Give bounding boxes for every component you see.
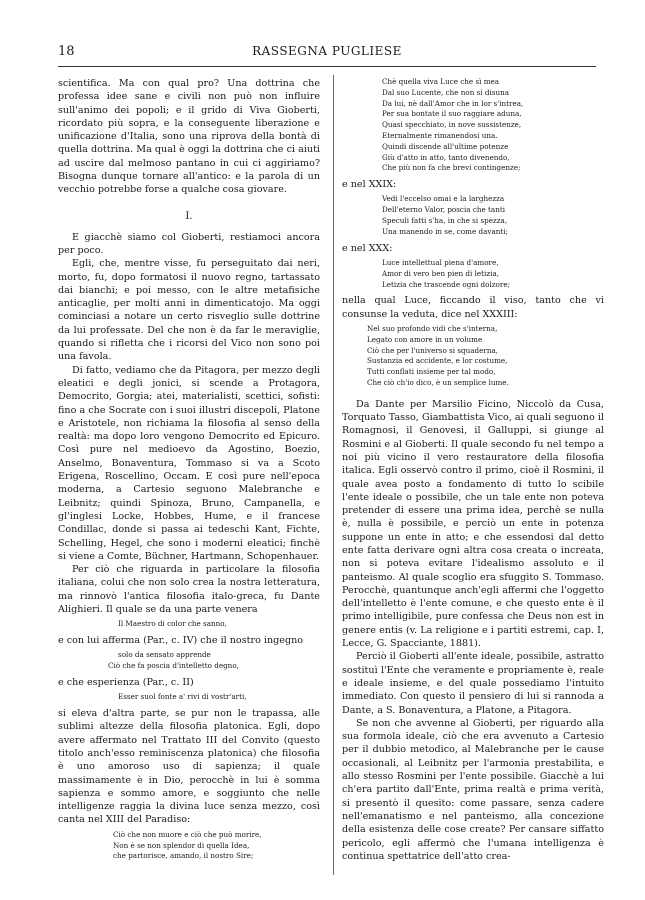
verse-quote [342, 258, 604, 290]
section-heading: I. [185, 210, 193, 222]
verse-line: Esser suol fonte a' rivi di vostr'arti, [118, 692, 247, 702]
paragraph: Da Dante per Marsilio Ficino, Niccolò da Cusa, Torquato Tasso, Giambattista Vico, ai quali seguono il Romagnosi, il Genovesi, il Galluppi, si giunge al Rosmini e al Gioberti. Il quale secondo fu nel tempo a noi più vicino il vero restauratore della filosofia italica. Egli osservò contro il primo, cioè il Rosmini, il quale avea posto a fondamento di tutto lo scibile l'ente ideale o possibile, che un tale ente non poteva pretender di essere una prima idea, perchè se nulla è, nulla è possibile, e perciò un ente in potenza suppone un ente in atto; e che essendosi dal detto ente fatta derivare ogni altra cosa creata o increata, non si poteva evitare l'idealismo assoluto e il panteismo. Al quale scoglio era sfuggito S. Tommaso. Perocchè, quantunque anch'egli affermi che l'oggetto dell'intelletto è l'ente comune, e che questo ente è il primo intelligibile, pure confessa che Deus non est in genere entis (v. La religione e i partiti estremi, cap. I, Lecce, G. Spacciante, 1881). [342, 398, 604, 650]
verse-quote [342, 77, 604, 174]
paragraph: e nel XXX: [342, 242, 393, 254]
paragraph: si eleva d'altra parte, se pur non le trapassa, alle sublimi altezze della filosofia platonica. Egli, dopo avere affermato nel Trattato III del Convito (questo titolo anch'esso reminiscenza platonica) che filosofia è uno amoroso uso di sapienza; il quale massimamente è in Dio, perocchè in lui è somma sapienza e sommo amore, e soggiunto che nelle intelligenze raggia la divina luce senza mezzo, così canta nel XIII del Paradiso: [58, 708, 320, 826]
verse-line: Quasi specchiato, in nove sussistenze, [382, 120, 522, 130]
header-rule [58, 66, 596, 67]
paragraph: scientifica. Ma con qual pro? Una dottrina che professa idee sane e civili non può non influire sull'animo dei popoli; e il grido di Viva Gioberti, ricordato più sopra, e la conseguente liberazione e unificazione d'Italia, sono una riprova della bontà di quella dottrina. Ma qual è oggi la dottrina che ci aiuti ad uscire dal melmoso pantano in cui ci aggiriamo? Bisogna dunque tornare all'antico: e la parola di un vecchio potrebbe forse a qualche cosa giovare. [58, 78, 320, 196]
paragraph: e con lui afferma (Par., c. IV) che il nostro ingegno [58, 635, 304, 647]
right-column [342, 77, 604, 863]
verse-line: Ciò che non muore e ciò che può morire, [113, 829, 262, 839]
verse-line: Una manendo in se, come davanti; [382, 226, 508, 236]
paragraph: Di fatto, vediamo che da Pitagora, per mezzo degli eleatici e degli jonici, si scende a Protagora, Democrito, Gorgia; atei, materialisti, scettici, sofisti: fino a che Socrate con i suoi illustri discepoli, Platone e Aristotele, non richiama la filosofia al senso della realtà: ma dopo loro vengono Democrito ed Epicuro. Così pure nel medioevo da Agostino, Boezio, Anselmo, Bonaventura, Tommaso si va a Scoto Erigena, Roscellino, Occam. E così pure nell'epoca moderna, a Cartesio seguono Malebranche e Leibnitz; quindi Spinoza, Bruno, Campanella, e gl'inglesi Locke, Hobbes, Hume, e il francese Condillac, donde si passa ai tedeschi Kant, Fichte, Schelling, Hegel, che sono i moderni eleatici; finchè si viene a Comte, Büchner, Hartmann, Schopenhauer. [58, 364, 320, 562]
paragraph: nella qual Luce, ficcando il viso, tanto che vi consunse la veduta, dice nel XXXIII: [342, 295, 604, 320]
verse-quote [58, 830, 320, 862]
verse-line: Ciò che per l'universo si squaderna, [367, 345, 499, 355]
verse-line: Chè quella viva Luce che sì mea [382, 77, 500, 86]
verse-line: Legato con amore in un volume [367, 334, 483, 344]
verse-quote [342, 324, 604, 389]
verse-line: Vedi l'eccelso omai e la larghezza [382, 194, 505, 204]
verse-line: Dell'eterno Valor, poscia che tanti [382, 205, 506, 215]
paragraph: Perciò il Gioberti all'ente ideale, possibile, astratto sostituì l'Ente che veramente e propriamente è, reale e ideale insieme, e del quale possediamo l'intuito immediato. Con questo il pensiero di lui si rannoda a Dante, a S. Bonaventura, a Platone, a Pitagora. [342, 651, 604, 716]
verse-line: Quindi discende all'ultime potenze [382, 141, 509, 151]
paragraph: e nel XXIX: [342, 179, 397, 191]
page-number: 18 [58, 44, 75, 59]
verse-line: Non è se non splendor di quella Idea, [113, 840, 250, 850]
paragraph: E giacchè siamo col Gioberti, restiamoci ancora per poco. [58, 231, 320, 256]
verse-line: Il Maestro di color che sanno, [118, 619, 227, 629]
verse-line: Per sua bontate il suo raggiare aduna, [382, 109, 522, 119]
verse-line: Luce intellettual piena d'amore, [382, 257, 499, 267]
verse-line: Giù d'atto in atto, tanto divenendo, [382, 152, 510, 162]
verse-line: Amor di vero ben pien di letizia, [382, 268, 500, 278]
verse-quote [58, 692, 320, 703]
verse-line: Da lui, nè dall'Amor che in lor s'intrea, [382, 98, 524, 108]
paragraph: e che esperienza (Par., c. II) [58, 676, 194, 688]
paragraph: Se non che avvenne al Gioberti, per riguardo alla sua formola ideale, ciò che era avvenuto a Cartesio per il dubbio metodico, al Malebranche per le cause occasionali, al Leibnitz per l'armonia prestabilita, e allo stesso Rosmini per l'ente possibile. Giacchè a lui ch'era partito dall'Ente, prima realtà e prima verità, si presentò il quesito: come passare, senza cadere nell'emanatismo e nel panteismo, alla concezione della esistenza delle cose create? Per cansare siffatto pericolo, egli affermò che l'umana intelligenza è continua spettatrice dell'atto crea- [342, 717, 604, 862]
verse-line: che partorisce, amando, il nostro Sire; [113, 851, 254, 861]
verse-line: Che più non fa che brevi contingenze; [382, 163, 521, 173]
verse-line: Letizia che trascende ogni dolzore; [382, 279, 510, 289]
page-header [58, 44, 596, 64]
verse-line: Eternalmente rimanendosi una. [382, 130, 498, 140]
verse-line: Che ciò ch'io dico, è un semplice lume. [367, 377, 509, 387]
paragraph: Per ciò che riguarda in particolare la filosofia italiana, colui che non solo crea la nostra letteratura, ma rinnovò l'antica filosofia italo-greca, fu Dante Alighieri. Il quale se da una parte venera [58, 564, 320, 615]
verse-line: solo da sensato apprende [118, 650, 211, 660]
verse-line: Tutti conflati insieme per tal modo, [367, 367, 496, 377]
verse-line: Nel suo profondo vidi che s'interna, [367, 323, 498, 333]
verse-quote [342, 194, 604, 237]
verse-quote [58, 650, 320, 672]
left-column [58, 77, 320, 866]
verse-line: Ciò che fa poscia d'intelletto degno, [108, 661, 239, 671]
verse-line: Speculi fatti s'ha, in che si spezza, [382, 216, 508, 226]
verse-line: Sustanzia ed accidente, e lor costume, [367, 356, 508, 366]
running-title: RASSEGNA PUGLIESE [252, 44, 402, 58]
paragraph: Egli, che, mentre visse, fu perseguitato dai neri, morto, fu, dopo formatosi il nuovo regno, tartassato dai bianchi; e poi messo, con le altre metafisiche anticaglie, per molti anni in dimenticatojo. Ma oggi cominciasi a notare un certo risveglio sulle dottrine da lui professate. Del che non è da far le meraviglie, quando si rifletta che i ricorsi del Vico non sono poi una favola. [58, 258, 320, 363]
verse-line: Dal suo Lucente, che non si disuna [382, 87, 510, 97]
verse-quote [58, 619, 320, 630]
